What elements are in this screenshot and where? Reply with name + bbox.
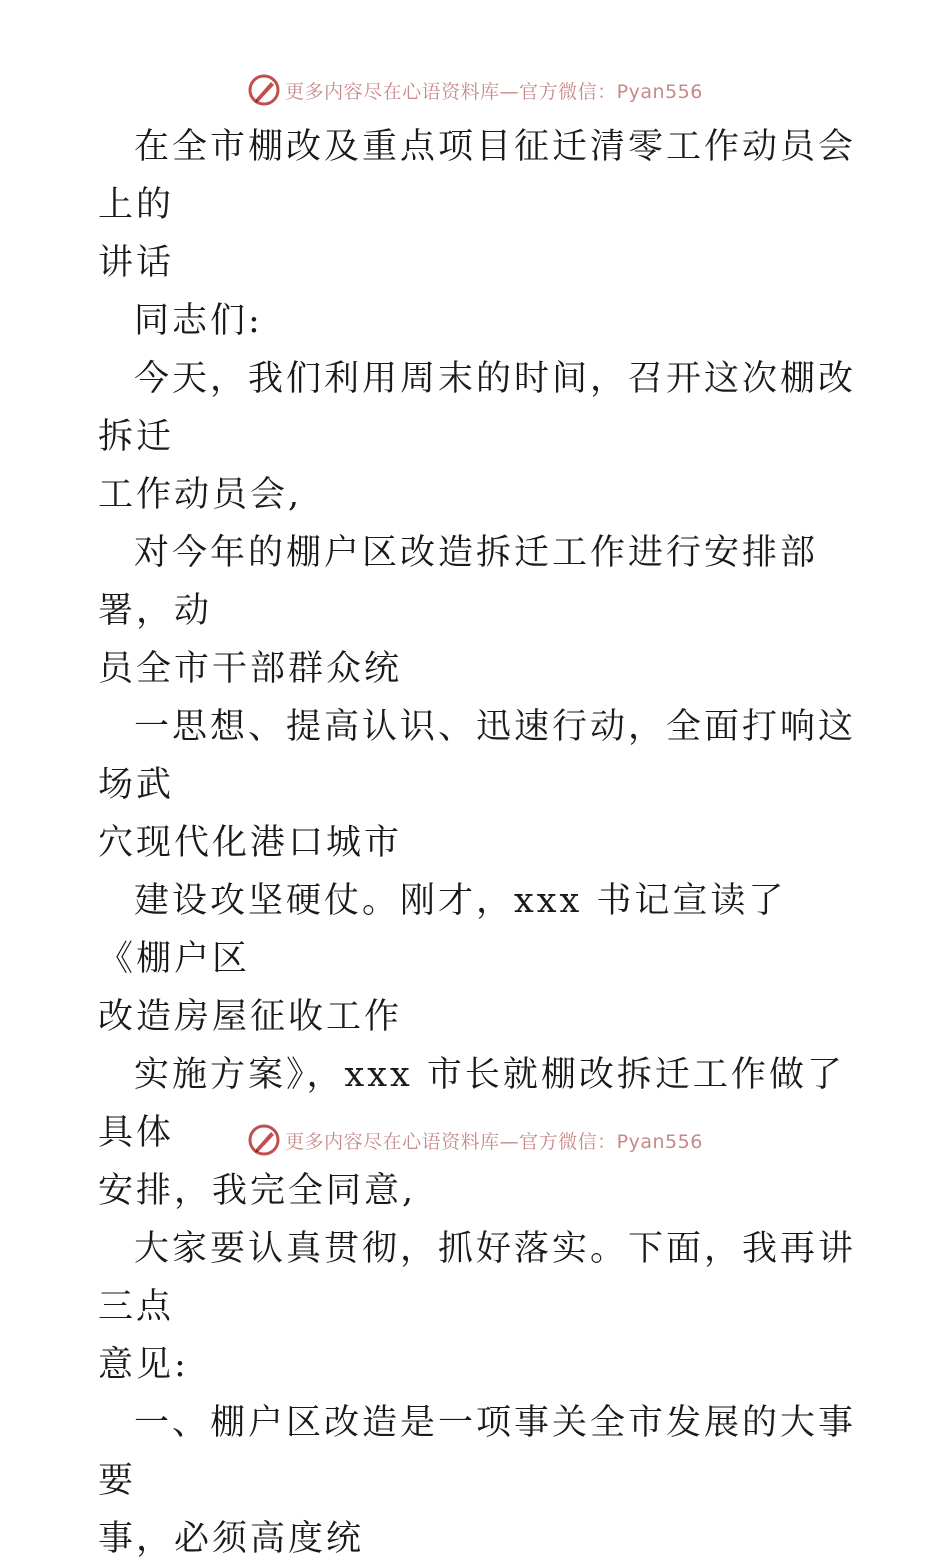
paragraph: 建设攻坚硬仗。刚才，xxx 书记宣读了《棚户区 改造房屋征收工作 (98, 881, 787, 1037)
paragraph-title: 在全市棚改及重点项目征迁清零工作动员会上的 讲话 (98, 127, 857, 283)
pen-in-circle-logo-icon (247, 1123, 281, 1157)
paragraph-section-heading: 一、棚户区改造是一项事关全市发展的大事要 事，必须高度统 (98, 1403, 857, 1559)
pen-in-circle-logo-icon (247, 73, 281, 107)
paragraph: 实施方案》，xxx 市长就棚改拆迁工作做了具体 安排，我完全同意, (98, 1055, 845, 1211)
paragraph: 一思想、提高认识、迅速行动，全面打响这场武 穴现代化港口城市 (98, 707, 857, 863)
paragraph: 对今年的棚户区改造拆迁工作进行安排部署，动 员全市干部群众统 (98, 533, 819, 689)
watermark-text: 更多内容尽在心语资料库—官方微信：Pyan556 (285, 80, 703, 103)
paragraph-salutation: 同志们: (134, 301, 263, 341)
footer-watermark (0, 1120, 950, 1160)
watermark-text: 更多内容尽在心语资料库—官方微信：Pyan556 (285, 1130, 703, 1153)
paragraph: 今天，我们利用周末的时间，召开这次棚改拆迁 工作动员会, (98, 359, 857, 515)
header-watermark (0, 70, 950, 110)
document-body (98, 118, 858, 1568)
paragraph: 大家要认真贯彻，抓好落实。下面，我再讲三点 意见: (98, 1229, 857, 1385)
